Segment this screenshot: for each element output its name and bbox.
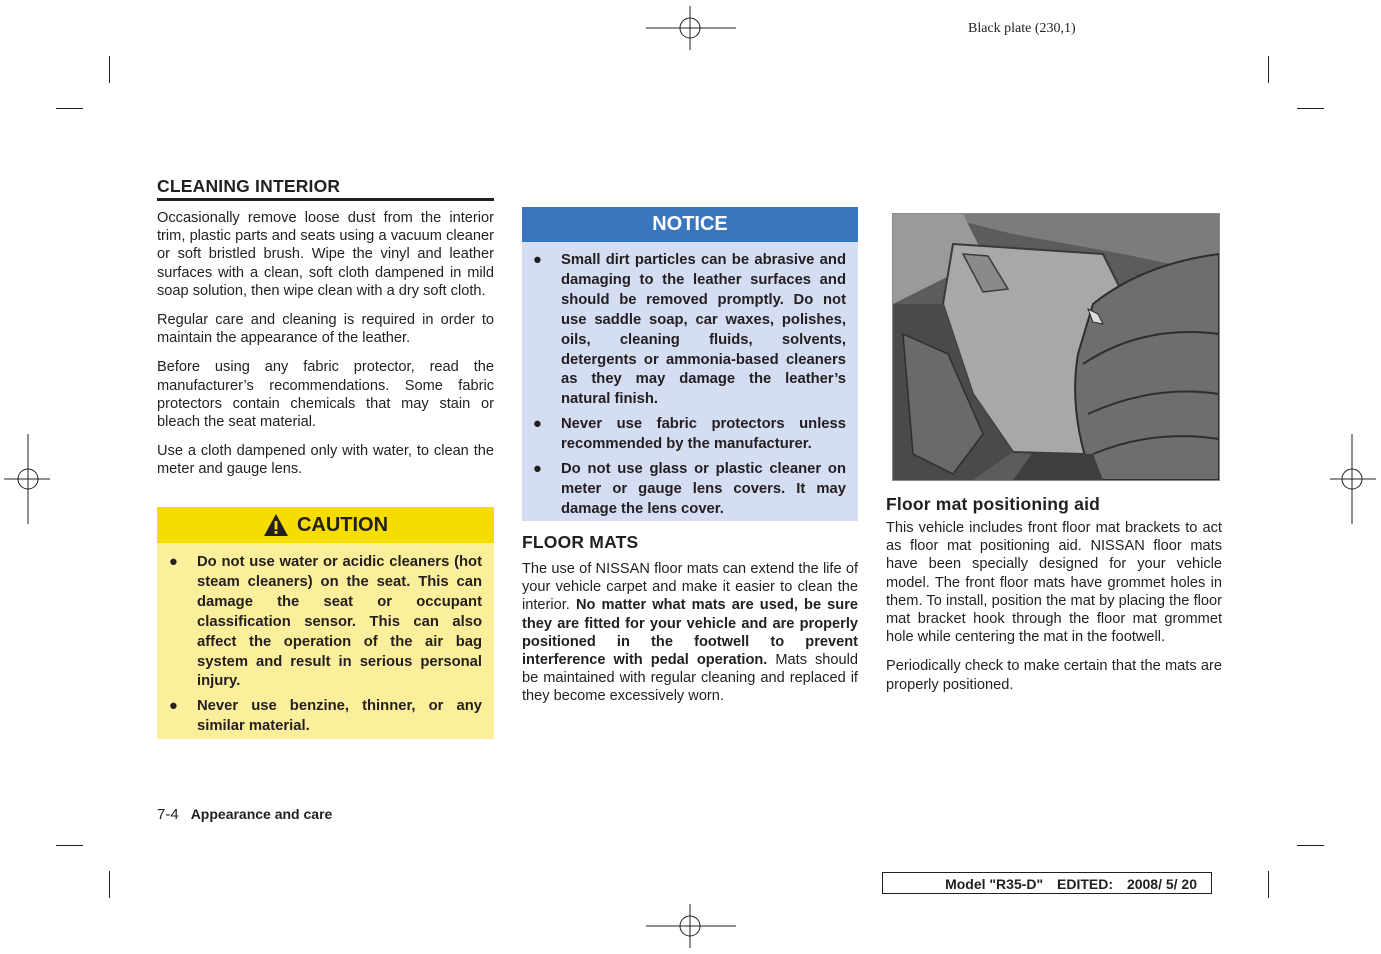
cleaning-interior-text <box>157 209 494 490</box>
registration-mark-bottom <box>646 904 736 950</box>
caution-title: CAUTION <box>296 513 389 536</box>
floor-mat-drawing <box>893 214 1219 480</box>
bullet: ● <box>169 698 178 715</box>
list-item <box>169 553 482 692</box>
caution-item-text: Never use benzine, thinner, or any similar material. <box>197 698 482 735</box>
notice-item-text: Small dirt particles can be abrasive and damaging to the leather surfaces and should be removed promptly. Do not use saddle soap, car waxes, polishes, oils, cleaning fluids, solvents, detergents or ammonia-based cleaners as they may damage the leather’s natural finish. <box>561 252 846 408</box>
list-item <box>169 697 482 737</box>
paragraph: Regular care and cleaning is required in order to maintain the appearance of the leather. <box>157 312 494 347</box>
plate-label: Black plate (230,1) <box>968 21 1076 36</box>
notice-item-text: Never use fabric protectors unless recommended by the manufacturer. <box>561 416 846 453</box>
caution-header <box>157 507 494 543</box>
paragraph: Occasionally remove loose dust from the interior trim, plastic parts and seats using a vacuum cleaner or soft bristled brush. Wipe the vinyl and leather surfaces with a clean, soft cloth dampened in mild soap solution, then wipe clean with a dry soft cloth. <box>157 210 494 299</box>
registration-mark-top <box>646 6 736 52</box>
warning-triangle-icon <box>263 513 289 537</box>
floor-mat-illustration <box>892 213 1220 481</box>
positioning-aid-text <box>886 519 1222 705</box>
model-edited-box <box>882 872 1212 894</box>
notice-list <box>522 242 858 520</box>
floor-mats-text <box>522 560 858 717</box>
page-number: 7-4 <box>157 806 179 823</box>
paragraph: Before using any fabric protector, read the manufacturer’s recommendations. Some fabric protectors contain chemicals that may stain or bleach the seat material. <box>157 359 494 431</box>
text-run: Mats should be maintained with regular cleaning and replaced if they become excessively worn. <box>522 652 858 705</box>
section-title-floor-mats: FLOOR MATS <box>522 532 639 552</box>
notice-box <box>522 207 858 521</box>
list-item <box>533 251 846 410</box>
caution-item-text: Do not use water or acidic cleaners (hot steam cleaners) on the seat. This can damage the seat or occupant classification sensor. This can also affect the operation of the air bag system and result in serious personal injury. <box>197 554 482 690</box>
paragraph <box>522 560 858 706</box>
paragraph: Periodically check to make certain that the mats are properly positioned. <box>886 658 1222 693</box>
edited-label: EDITED: <box>1057 876 1114 892</box>
section-name: Appearance and care <box>190 806 333 822</box>
list-item <box>533 460 846 520</box>
caution-box <box>157 507 494 739</box>
section-title-cleaning-interior: CLEANING INTERIOR <box>157 176 494 201</box>
bullet: ● <box>533 252 542 268</box>
model-value: "R35-D" <box>989 876 1044 892</box>
caution-list <box>157 543 494 737</box>
registration-mark-right <box>1328 434 1376 524</box>
page-footer <box>157 806 332 823</box>
notice-item-text: Do not use glass or plastic cleaner on meter or gauge lens covers. It may damage the lens cover. <box>561 461 846 517</box>
bullet: ● <box>533 416 542 433</box>
model-label: Model <box>945 876 986 892</box>
bullet: ● <box>533 461 542 478</box>
bullet: ● <box>169 554 178 570</box>
registration-mark-left <box>4 434 52 524</box>
subsection-title-floor-mat-positioning-aid: Floor mat positioning aid <box>886 494 1101 514</box>
list-item <box>533 415 846 455</box>
paragraph: Use a cloth dampened only with water, to clean the meter and gauge lens. <box>157 443 494 478</box>
text-run: The use of NISSAN floor mats can extend the life of your vehicle carpet and make it easier to clean the interior. <box>522 561 858 614</box>
notice-header: NOTICE <box>522 207 858 242</box>
edited-date: 2008/ 5/ 20 <box>1126 876 1197 892</box>
text-run-bold: No matter what mats are used, be sure they are fitted for your vehicle and are properly positioned in the footwell to prevent interference with pedal operation. <box>522 597 858 669</box>
paragraph: This vehicle includes front floor mat brackets to act as floor mat positioning aid. NISSAN floor mats have been specially designed for your vehicle model. The front floor mats have grommet holes in them. To install, position the mat by placing the floor mat bracket hook through the floor mat grommet hole while centering the mat in the footwell. <box>886 520 1222 646</box>
